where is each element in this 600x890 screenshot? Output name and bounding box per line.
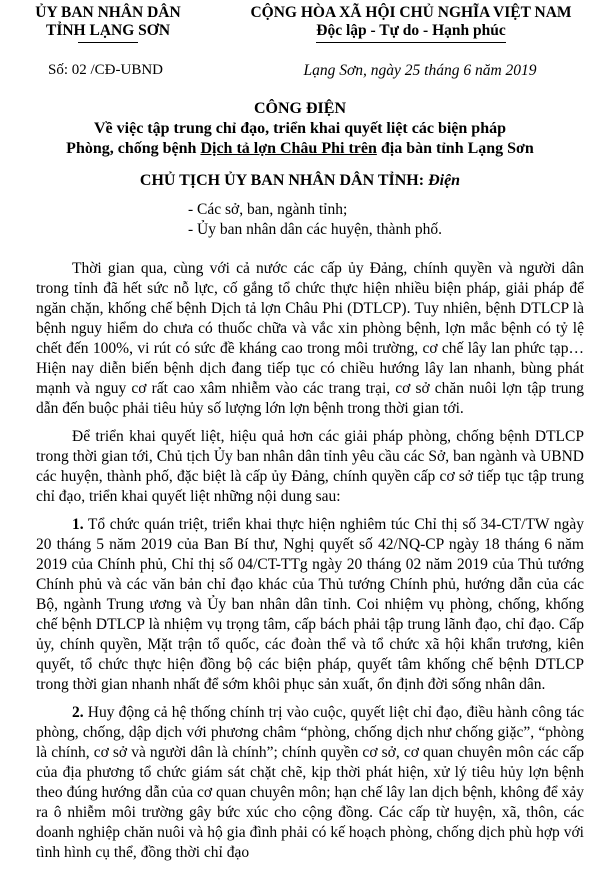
motto: Độc lập - Tự do - Hạnh phúc: [316, 22, 506, 39]
item-number: 2.: [72, 704, 84, 721]
title-subject-pre: Phòng, chống bệnh: [66, 140, 201, 157]
paragraph-text: Huy động cả hệ thống chính trị vào cuộc, quyết liệt chỉ đạo, điều hành công tác phòng, chống, dập dịch với phương châm “phòng, chống dịch như chống giặc”, “phòng là chính, cơ sở và người dân là chính”; chính quyền cơ sở, cơ quan chuyên môn các cấp của địa phương tổ chức giám sát chặt chẽ, kịp thời phát hiện, xử lý tiêu hủy lợn bệnh theo đúng hướng dẫn của cơ quan chuyên môn; hạn chế lây lan dịch bệnh, không để xảy ra ô nhiễm môi trường gây bức xúc cho cộng đồng. Các cấp từ huyện, xã, thôn, các doanh nghiệp chăn nuôi và hộ gia đình phải có kế hoạch phòng, chống dịch phù hợp với tình hình cụ thể, đồng thời chỉ đạo: [36, 704, 584, 861]
title-type: CÔNG ĐIỆN: [253, 100, 346, 117]
document-title: [0, 99, 600, 159]
nation-name: CỘNG HÒA XÃ HỘI CHỦ NGHĨA VIỆT NAM: [250, 4, 572, 21]
paragraph: Để triển khai quyết liệt, hiệu quả hơn các giải pháp phòng, chống bệnh DTLCP trong thời gian tới, Chủ tịch Ủy ban nhân dân tỉnh yêu cầu các Sở, ban ngành và UBND các huyện, thành phố, đặc biệt là cấp ủy Đảng, chính quyền cấp cơ sở tiếp tục tập trung chỉ đạo, triển khai quyết liệt những nội dung sau:: [36, 428, 584, 505]
issuer-title: CHỦ TỊCH ỦY BAN NHÂN DÂN TỈNH:: [139, 172, 429, 189]
org-name-line2: TỈNH LẠNG SƠN: [45, 22, 171, 39]
document-body: [36, 259, 584, 871]
issuer-line: [0, 172, 600, 190]
recipient-item: - Ủy ban nhân dân các huyện, thành phố.: [188, 221, 442, 238]
recipients-list: [188, 200, 442, 240]
title-subject-line2: [0, 139, 600, 159]
paragraph: Thời gian qua, cùng với cả nước các cấp ủy Đảng, chính quyền và người dân trong tỉnh đã hết sức nỗ lực, cố gắng tổ chức thực hiện nhiều biện pháp, giải pháp để ngăn chặn, khống chế bệnh Dịch tả lợn Châu Phi (DTLCP). Tuy nhiên, bệnh DTLCP là bệnh nguy hiểm do chưa có thuốc chữa và vắc xin phòng bệnh, lợn mắc bệnh có tỷ lệ chết đến 100%, vi rút có sức đề kháng cao trong môi trường, cơ chế lây lan phức tạp… Hiện nay diễn biến bệnh dịch đang tiếp tục có chiều hướng lây lan nhanh, bùng phát mạnh và nguy cơ rất cao xâm nhiễm vào các trang trại, cơ sở chăn nuôi lợn tập trung dẫn đến buộc phải tiêu hủy số lượng lớn lợn bệnh trong thời gian tới.: [36, 260, 584, 417]
item-number: 1.: [72, 516, 84, 533]
numbered-paragraph: [36, 515, 584, 695]
national-motto: [226, 4, 596, 43]
title-subject-line1: Về việc tập trung chỉ đạo, triển khai quyết liệt các biện pháp: [93, 120, 506, 137]
recipient-item: - Các sở, ban, ngành tỉnh;: [188, 201, 348, 218]
org-underline: [78, 42, 138, 43]
document-number: Số: 02 /CĐ-UBND: [48, 62, 164, 78]
place-and-date: Lạng Sơn, ngày 25 tháng 6 năm 2019: [303, 62, 537, 79]
org-name-line1: ỦY BAN NHÂN DÂN: [35, 4, 181, 21]
issuer-tag: Điện: [428, 172, 461, 189]
title-subject-underlined: Dịch tả lợn Châu Phi trên: [200, 140, 377, 157]
paragraph-text: Tổ chức quán triệt, triển khai thực hiện nghiêm túc Chỉ thị số 34-CT/TW ngày 20 tháng 5 năm 2019 của Ban Bí thư, Nghị quyết số 42/NQ-CP ngày 18 tháng 6 năm 2019 của Chính phủ, Chỉ thị số 04/CT-TTg ngày 20 tháng 02 năm 2019 của Thủ tướng Chính phủ và các văn bản chỉ đạo khác của Thủ tướng Chính phủ, hướng dẫn của các Bộ, ngành Trung ương và Ủy ban nhân dân tỉnh. Coi nhiệm vụ phòng, chống, khống chế bệnh DTLCP là nhiệm vụ trọng tâm, cấp bách phải tập trung lãnh đạo, chỉ đạo. Cấp ủy, chính quyền, Mặt trận tổ quốc, các đoàn thể và tổ chức xã hội khẩn trương, kiên quyết, tổ chức thực hiện đồng bộ các biện pháp, quyết tâm khống chế bệnh DTLCP trong thời gian nhanh nhất để sớm khôi phục sản xuất, ổn định đời sống nhân dân.: [36, 516, 584, 693]
title-subject-post: địa bàn tỉnh Lạng Sơn: [376, 140, 534, 157]
issuing-organization: [18, 4, 198, 43]
numbered-paragraph: [36, 703, 584, 863]
motto-underline: [316, 42, 506, 43]
